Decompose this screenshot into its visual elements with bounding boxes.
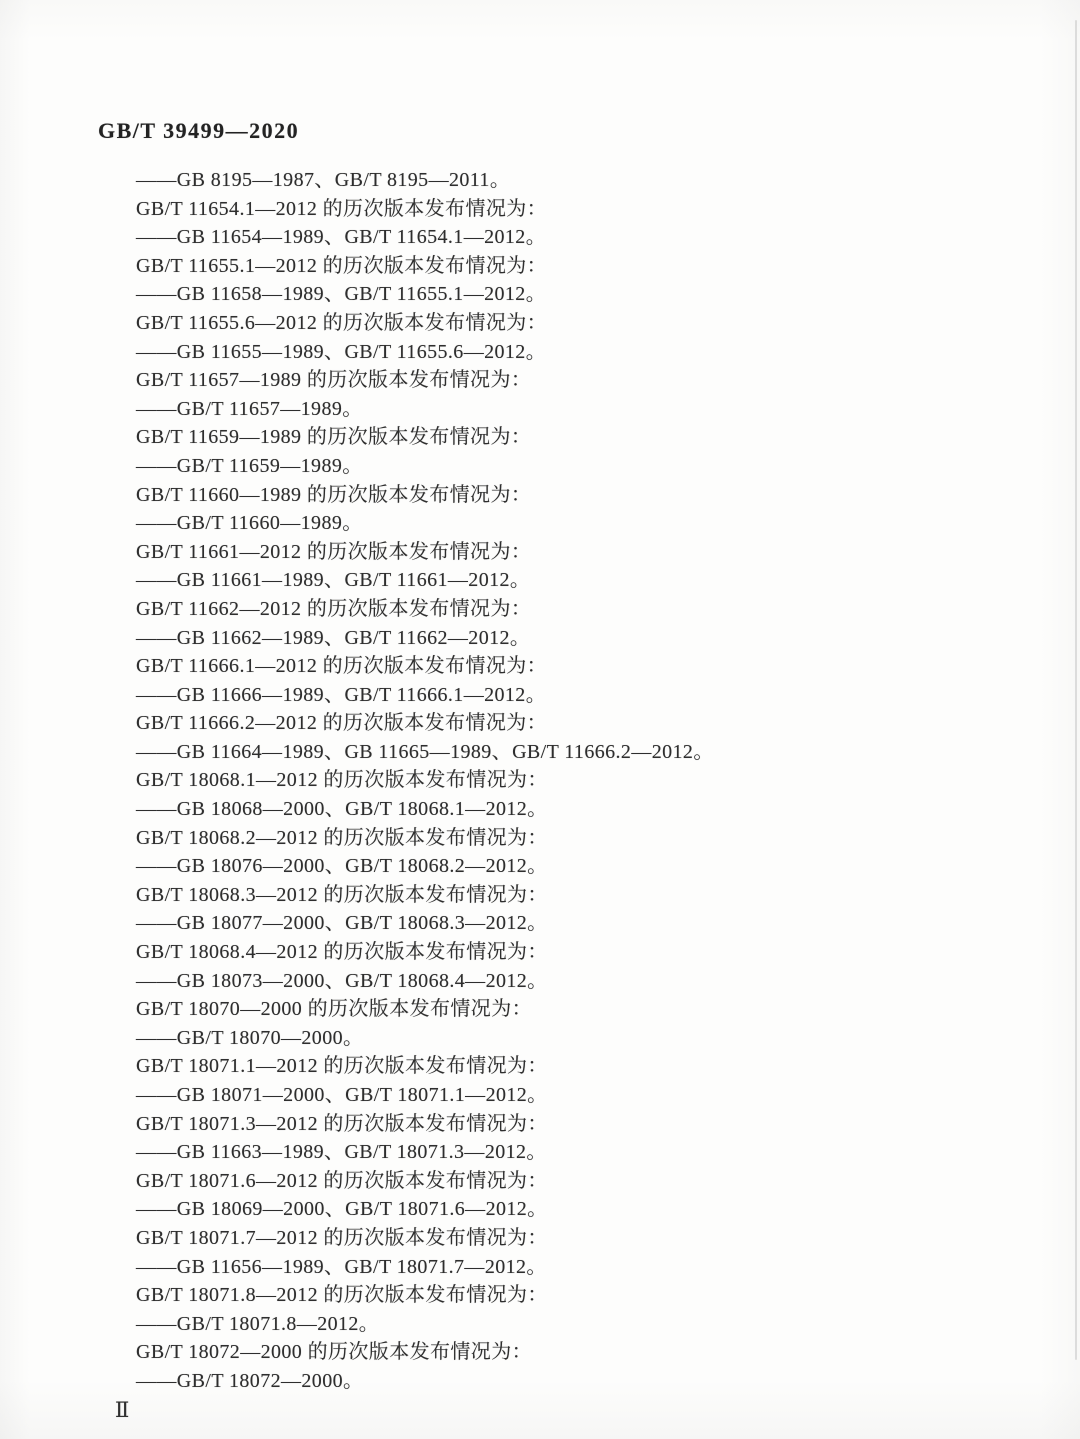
document-line: GB/T 18068.1—2012 的历次版本发布情况为：	[136, 769, 548, 792]
document-line: GB/T 18071.6—2012 的历次版本发布情况为：	[136, 1169, 548, 1192]
document-line: GB/T 11666.1—2012 的历次版本发布情况为：	[136, 655, 548, 678]
document-line: ——GB 18068—2000、GB/T 18068.1—2012。	[136, 798, 548, 821]
document-line: GB/T 18072—2000 的历次版本发布情况为：	[136, 1341, 532, 1364]
document-line: ——GB 11664—1989、GB 11665—1989、GB/T 11666.2—2012。	[136, 740, 714, 763]
document-line: ——GB 11661—1989、GB/T 11661—2012。	[136, 569, 531, 592]
page-number: Ⅱ	[115, 1398, 130, 1422]
document-line: GB/T 11655.1—2012 的历次版本发布情况为：	[136, 254, 548, 277]
standard-code-header: GB/T 39499—2020	[98, 118, 300, 143]
document-line: ——GB 8195—1987、GB/T 8195—2011。	[136, 169, 511, 191]
document-line: ——GB 18076—2000、GB/T 18068.2—2012。	[136, 855, 548, 878]
document-line: ——GB 18071—2000、GB/T 18071.1—2012。	[136, 1084, 548, 1106]
document-line: GB/T 18068.2—2012 的历次版本发布情况为：	[136, 826, 548, 849]
document-line: ——GB 11655—1989、GB/T 11655.6—2012。	[136, 340, 547, 363]
document-line: ——GB 18069—2000、GB/T 18071.6—2012。	[136, 1198, 548, 1221]
document-body	[136, 166, 996, 1396]
document-line: GB/T 11655.6—2012 的历次版本发布情况为：	[136, 311, 548, 334]
document-line: GB/T 11654.1—2012 的历次版本发布情况为：	[136, 197, 548, 220]
document-line: ——GB/T 18070—2000。	[136, 1026, 364, 1049]
document-line: GB/T 11660—1989 的历次版本发布情况为：	[136, 483, 532, 506]
document-line: ——GB 11662—1989、GB/T 11662—2012。	[136, 626, 531, 649]
document-line: ——GB 11654—1989、GB/T 11654.1—2012。	[136, 226, 547, 249]
document-line: GB/T 18068.3—2012 的历次版本发布情况为：	[136, 883, 548, 906]
document-line: GB/T 18071.8—2012 的历次版本发布情况为：	[136, 1284, 548, 1307]
document-line: GB/T 11659—1989 的历次版本发布情况为：	[136, 426, 532, 449]
document-line: ——GB 18077—2000、GB/T 18068.3—2012。	[136, 912, 548, 935]
scan-edge-artifact	[1075, 20, 1077, 1360]
document-line: GB/T 18071.1—2012 的历次版本发布情况为：	[136, 1055, 548, 1078]
document-line: GB/T 18070—2000 的历次版本发布情况为：	[136, 998, 532, 1021]
document-line: GB/T 18068.4—2012 的历次版本发布情况为：	[136, 941, 548, 964]
document-line: ——GB/T 11657—1989。	[136, 397, 363, 420]
document-line: GB/T 11666.2—2012 的历次版本发布情况为：	[136, 712, 548, 735]
document-line: GB/T 11661—2012 的历次版本发布情况为：	[136, 540, 532, 563]
document-line: ——GB/T 18072—2000。	[136, 1369, 364, 1392]
document-line: ——GB/T 11659—1989。	[136, 454, 363, 477]
document-line: ——GB 11666—1989、GB/T 11666.1—2012。	[136, 683, 547, 706]
document-line: ——GB/T 11660—1989。	[136, 512, 363, 535]
document-line: ——GB 11658—1989、GB/T 11655.1—2012。	[136, 283, 547, 306]
document-line: ——GB 18073—2000、GB/T 18068.4—2012。	[136, 969, 548, 992]
document-line: GB/T 11662—2012 的历次版本发布情况为：	[136, 597, 532, 620]
document-line: ——GB 11656—1989、GB/T 18071.7—2012。	[136, 1255, 547, 1278]
document-line: ——GB 11663—1989、GB/T 18071.3—2012。	[136, 1141, 547, 1164]
document-line: GB/T 18071.3—2012 的历次版本发布情况为：	[136, 1112, 548, 1135]
document-line: ——GB/T 18071.8—2012。	[136, 1312, 380, 1335]
document-line: GB/T 11657—1989 的历次版本发布情况为：	[136, 369, 532, 392]
document-line: GB/T 18071.7—2012 的历次版本发布情况为：	[136, 1226, 548, 1249]
